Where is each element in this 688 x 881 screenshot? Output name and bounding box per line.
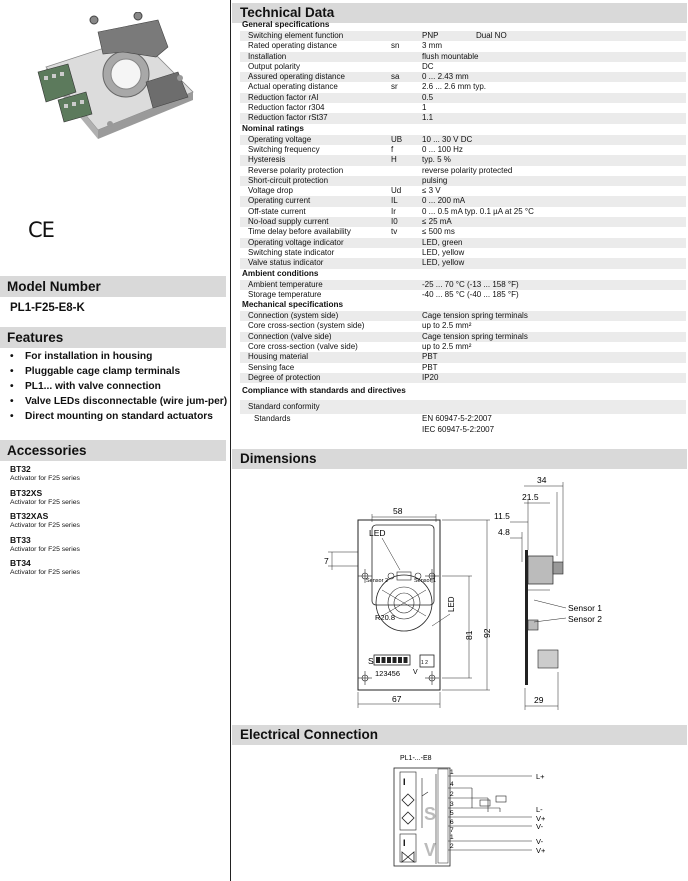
spec-group-title: Ambient conditions xyxy=(242,268,319,278)
spec-value: typ. 5 % xyxy=(422,155,451,165)
spec-label: Standards xyxy=(254,414,291,424)
electrical-diagram xyxy=(392,752,572,870)
spec-label: Standard conformity xyxy=(248,402,320,412)
model-number-value: PL1-F25-E8-K xyxy=(10,302,85,314)
spec-value: IEC 60947-5-2:2007 xyxy=(422,425,495,435)
accessory-item xyxy=(10,464,225,488)
valve-numbers: 1 2 xyxy=(421,660,428,666)
spec-label: Off-state current xyxy=(248,206,306,216)
spec-row xyxy=(240,41,686,51)
accessory-name: BT32XAS xyxy=(10,511,49,521)
spec-symbol: sn xyxy=(391,41,400,51)
spec-row xyxy=(240,352,686,362)
spec-table xyxy=(240,20,686,436)
spec-value: PBT xyxy=(422,352,438,362)
technical-data-header: Technical Data xyxy=(232,3,687,23)
dim-4-8: 4.8 xyxy=(498,527,510,537)
spec-value: ≤ 500 ms xyxy=(422,227,455,237)
terminal-5: 5 xyxy=(450,810,454,817)
spec-value: up to 2.5 mm² xyxy=(422,321,472,331)
spec-label: Reduction factor r304 xyxy=(248,103,325,113)
spec-value: 1 xyxy=(422,103,427,113)
spec-row xyxy=(240,207,686,217)
spec-row xyxy=(240,238,686,248)
spec-value: 10 ... 30 V DC xyxy=(422,134,473,144)
spec-label: Short-circuit protection xyxy=(248,175,329,185)
elec-model-label: PL1-...-E8 xyxy=(400,755,432,762)
spec-label: Time delay before availability xyxy=(248,227,351,237)
dim-92: 92 xyxy=(482,628,492,638)
spec-label: Operating current xyxy=(248,196,311,206)
accessory-item xyxy=(10,511,225,535)
spec-symbol: sa xyxy=(391,72,400,82)
accessory-desc: Activator for F25 series xyxy=(10,475,80,482)
accessories-header: Accessories xyxy=(0,440,226,461)
right-column xyxy=(232,0,688,881)
spec-rows-general xyxy=(240,31,686,124)
spec-value: PNP xyxy=(422,31,439,40)
vminus-label-1: V- xyxy=(536,822,544,831)
spec-label: Reverse polarity protection xyxy=(248,165,344,175)
side-sensor2-label: Sensor 2 xyxy=(568,614,603,624)
spec-row xyxy=(240,166,686,176)
spec-row xyxy=(240,155,686,165)
dim-67: 67 xyxy=(392,694,402,704)
spec-label: Switching frequency xyxy=(248,144,320,154)
feature-item: • PL1... with valve connection xyxy=(10,381,228,393)
spec-label: Operating voltage xyxy=(248,134,312,144)
spec-group-title: General specifications xyxy=(242,20,330,29)
lminus-label: L- xyxy=(536,805,543,814)
terminal-v1: 1 xyxy=(450,834,454,841)
spec-value: 0 ... 0.5 mA typ. 0.1 µA at 25 °C xyxy=(422,206,534,216)
electrical-connection-header: Electrical Connection xyxy=(232,725,687,745)
accessory-desc: Activator for F25 series xyxy=(10,498,80,506)
spec-row xyxy=(240,425,686,436)
accessory-item xyxy=(10,558,225,582)
spec-row xyxy=(240,258,686,268)
spec-row xyxy=(240,113,686,123)
spec-label: Assured operating distance xyxy=(248,72,345,82)
spec-value: DC xyxy=(422,61,434,71)
spec-rows-ambient xyxy=(240,280,686,301)
spec-row xyxy=(240,52,686,62)
spec-label: Switching element function xyxy=(248,31,344,40)
accessory-name: BT32XS xyxy=(10,487,43,498)
spec-row xyxy=(240,31,686,41)
feature-item: • Pluggable cage clamp terminals xyxy=(10,366,228,378)
dip-s-label: S xyxy=(368,656,374,666)
spec-row xyxy=(240,363,686,373)
spec-value: Cage tension spring terminals xyxy=(422,331,528,341)
spec-symbol: Ir xyxy=(391,206,396,216)
spec-label: Valve status indicator xyxy=(248,258,324,268)
spec-value: 0 ... 200 mA xyxy=(422,196,466,206)
spec-value: 0.5 xyxy=(422,92,434,102)
spec-row xyxy=(240,400,686,414)
elec-v-label: V xyxy=(424,840,437,860)
spec-row xyxy=(240,248,686,258)
spec-label: Reduction factor rAl xyxy=(248,92,319,102)
svg-text:I: I xyxy=(403,838,406,848)
spec-row xyxy=(240,332,686,342)
spec-label: Switching state indicator xyxy=(248,247,335,257)
vplus-label-1: V+ xyxy=(536,814,546,823)
spec-row xyxy=(240,62,686,72)
spec-label: No-load supply current xyxy=(248,217,329,227)
model-number-header: Model Number xyxy=(0,276,226,297)
spec-value: ≤ 3 V xyxy=(422,186,441,196)
spec-row xyxy=(240,311,686,321)
dip-numbers: 123456 xyxy=(375,669,401,678)
spec-label: Connection (system side) xyxy=(248,311,339,321)
spec-value: up to 2.5 mm² xyxy=(422,342,472,352)
spec-label: Housing material xyxy=(248,352,309,362)
feature-item: • Valve LEDs disconnectable (wire jum-per) xyxy=(10,396,228,408)
accessory-desc: Activator for F25 series xyxy=(10,569,80,576)
spec-row xyxy=(240,227,686,237)
spec-value: LED, yellow xyxy=(422,258,465,268)
spec-label: Operating voltage indicator xyxy=(248,237,344,247)
spec-value: ≤ 25 mA xyxy=(422,217,452,227)
spec-row xyxy=(240,342,686,352)
spec-label: Connection (valve side) xyxy=(248,331,332,341)
dim-81: 81 xyxy=(464,630,474,640)
spec-value: pulsing xyxy=(422,175,448,185)
spec-value: 2.6 ... 2.6 mm typ. xyxy=(422,82,487,92)
led-label-side: LED xyxy=(447,596,456,612)
spec-rows-mechanical xyxy=(240,311,686,383)
terminal-3: 3 xyxy=(450,801,454,808)
spec-label: Output polarity xyxy=(248,61,301,71)
spec-value: PBT xyxy=(422,362,438,372)
vminus-label-2: V- xyxy=(536,837,544,846)
spec-group-title: Mechanical specifications xyxy=(242,300,344,310)
spec-label: Ambient temperature xyxy=(248,279,323,289)
dimensions-diagram xyxy=(232,470,688,720)
spec-label: Degree of protection xyxy=(248,372,321,382)
spec-row xyxy=(240,280,686,290)
accessories-list xyxy=(10,464,225,582)
spec-value: 1.1 xyxy=(422,113,434,123)
dim-29: 29 xyxy=(534,695,544,705)
spec-label: Reduction factor rSt37 xyxy=(248,113,328,123)
spec-symbol: IL xyxy=(391,196,398,206)
spec-value: 0 ... 100 Hz xyxy=(422,144,463,154)
spec-symbol: f xyxy=(391,144,394,154)
spec-value: -25 ... 70 °C (-13 ... 158 °F) xyxy=(422,279,519,289)
lplus-label: L+ xyxy=(536,772,545,781)
spec-row xyxy=(240,72,686,82)
feature-item: • For installation in housing xyxy=(10,351,228,363)
left-column xyxy=(0,0,228,881)
spec-label: Installation xyxy=(248,51,287,61)
spec-symbol: UB xyxy=(391,134,403,144)
spec-symbol: I0 xyxy=(391,217,398,227)
spec-label: Core cross-section (valve side) xyxy=(248,342,358,352)
side-plate xyxy=(525,550,528,685)
features-header: Features xyxy=(0,327,226,348)
dim-58: 58 xyxy=(393,506,403,516)
spec-label: Storage temperature xyxy=(248,289,322,299)
spec-row xyxy=(240,290,686,300)
terminal-7: 7 xyxy=(450,827,454,834)
accessory-item xyxy=(10,488,225,512)
product-image xyxy=(28,12,200,164)
dip-v-label: V xyxy=(413,669,418,676)
spec-label: Sensing face xyxy=(248,362,295,372)
dimensions-header: Dimensions xyxy=(232,449,687,469)
spec-value-2: Dual NO xyxy=(476,31,507,40)
spec-value: Cage tension spring terminals xyxy=(422,311,528,321)
spec-value: LED, yellow xyxy=(422,247,465,257)
side-sensor1-label: Sensor 1 xyxy=(568,603,603,613)
svg-text:I: I xyxy=(403,777,406,787)
spec-value: -40 ... 85 °C (-40 ... 185 °F) xyxy=(422,289,519,299)
spec-row xyxy=(240,176,686,186)
spec-group-title: Nominal ratings xyxy=(242,123,304,133)
terminal-6: 6 xyxy=(450,819,454,826)
spec-value: reverse polarity protected xyxy=(422,165,513,175)
terminal-2: 2 xyxy=(450,791,454,798)
spec-rows-nominal xyxy=(240,135,686,269)
spec-row xyxy=(240,414,686,425)
dim-7: 7 xyxy=(324,556,329,566)
spec-label: Actual operating distance xyxy=(248,82,338,92)
dim-21-5: 21.5 xyxy=(522,492,539,502)
spec-value: LED, green xyxy=(422,237,463,247)
spec-value: flush mountable xyxy=(422,51,479,61)
spec-row xyxy=(240,373,686,383)
spec-row xyxy=(240,321,686,331)
dim-11-5: 11.5 xyxy=(494,511,510,521)
sensor2-label: Sensor 2 xyxy=(366,578,389,584)
terminal-v2: 2 xyxy=(450,843,454,850)
spec-label: Core cross-section (system side) xyxy=(248,321,365,331)
spec-label: Rated operating distance xyxy=(248,41,337,51)
radius-label: R20.8 xyxy=(375,613,396,622)
sensor1-label: Sensor 1 xyxy=(414,578,437,584)
elec-s-label: S xyxy=(424,804,437,824)
spec-symbol: tv xyxy=(391,227,398,237)
spec-value: IP20 xyxy=(422,372,439,382)
spec-row xyxy=(240,135,686,145)
spec-symbol: H xyxy=(391,155,397,165)
column-divider xyxy=(230,0,231,881)
spec-label: Voltage drop xyxy=(248,186,293,196)
feature-item: • Direct mounting on standard actuators xyxy=(10,411,228,423)
spec-row xyxy=(240,217,686,227)
accessory-name: BT33 xyxy=(10,534,31,545)
vplus-label-2: V+ xyxy=(536,846,546,855)
spec-row xyxy=(240,82,686,92)
features-list xyxy=(10,351,228,426)
spec-group-title: Compliance with standards and directives xyxy=(242,386,406,396)
accessory-name: BT32 xyxy=(10,464,31,474)
terminal-1: 1 xyxy=(450,769,454,776)
accessory-name: BT34 xyxy=(10,558,31,568)
accessory-desc: Activator for F25 series xyxy=(10,545,80,553)
spec-value: 3 mm xyxy=(422,41,442,51)
spec-row xyxy=(240,196,686,206)
accessory-item xyxy=(10,535,225,559)
spec-symbol: Ud xyxy=(391,186,402,196)
spec-row xyxy=(240,186,686,196)
dim-34: 34 xyxy=(537,475,547,485)
terminal-4: 4 xyxy=(450,781,454,788)
accessory-desc: Activator for F25 series xyxy=(10,522,80,529)
spec-row xyxy=(240,145,686,155)
spec-value: 0 ... 2.43 mm xyxy=(422,72,469,82)
spec-row xyxy=(240,93,686,103)
spec-row xyxy=(240,103,686,113)
spec-value: EN 60947-5-2:2007 xyxy=(422,414,492,424)
led-label-top: LED xyxy=(369,528,386,538)
spec-label: Hysteresis xyxy=(248,155,286,165)
spec-symbol: sr xyxy=(391,82,398,92)
ce-mark: CE xyxy=(28,218,54,242)
